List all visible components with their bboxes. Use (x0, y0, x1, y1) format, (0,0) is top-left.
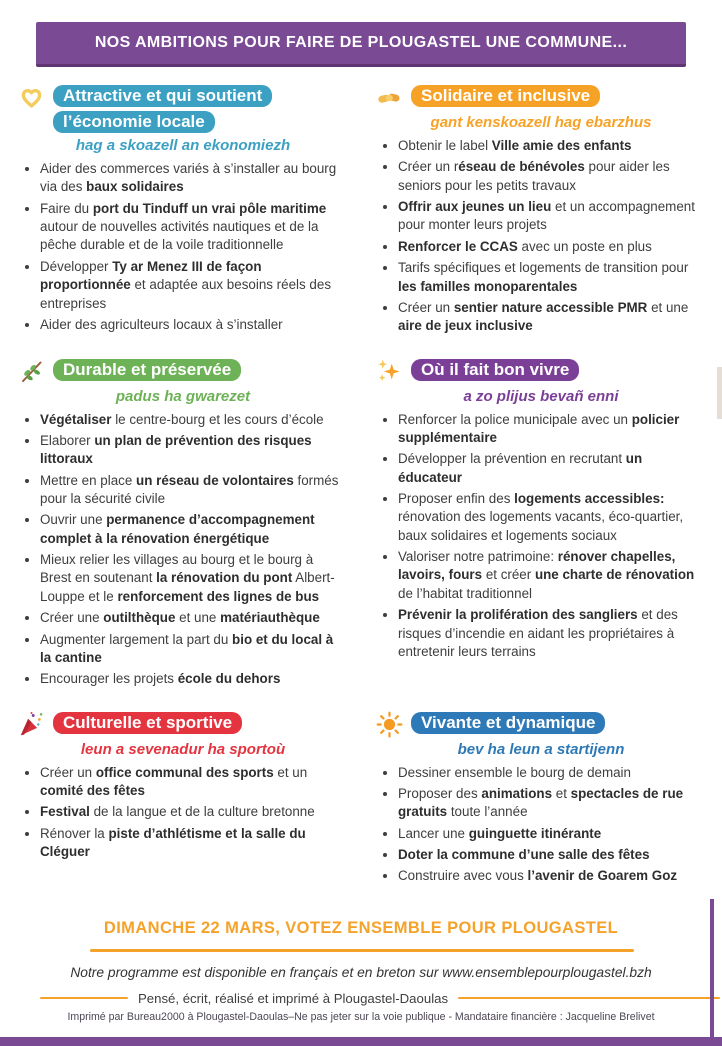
section-durable (18, 357, 348, 692)
bullet-item: • Aider des commerces variés à s’installer au bourg via des baux solidaires (40, 160, 348, 197)
section-subtitle-breton: leun a sevenadur ha sportoù (80, 740, 286, 758)
bullet-item: • Lancer une guinguette itinérante (398, 825, 706, 843)
bullet-item: • Offrir aux jeunes un lieu et un accompagnement pour monter leurs projets (398, 198, 706, 235)
orange-line-right (458, 997, 720, 999)
section-subtitle-breton: hag a skoazell an ekonomiezh (75, 137, 291, 154)
next-page-edge (710, 899, 714, 1037)
bullet-item: • Doter la commune d’une salle des fêtes (398, 846, 706, 864)
section-header (376, 357, 706, 385)
bullet-list (376, 137, 706, 336)
section-header (376, 83, 706, 111)
bullet-item: • Ouvrir une permanence d’accompagnement complet à la rénovation énergétique (40, 511, 348, 548)
bullet-item: • Végétaliser le centre-bourg et les cours d’école (40, 411, 348, 429)
section-subtitle-breton: gant kenskoazell hag ebarzhus (430, 114, 652, 131)
bullet-item: • Développer la prévention en recrutant un éducateur (398, 450, 706, 487)
bullet-item: • Faire du port du Tinduff un vrai pôle maritime autour de nouvelles activités nautiques et de la pêche durable et de la voile traditionnelle (40, 200, 348, 255)
bullet-item: • Dessiner ensemble le bourg de demain (398, 764, 706, 782)
bullet-item: • Renforcer le CCAS avec un poste en plus (398, 238, 706, 256)
bottom-purple-bar (0, 1037, 722, 1046)
section-header (18, 83, 348, 134)
bullet-item: • Tarifs spécifiques et logements de transition pour les familles monoparentales (398, 259, 706, 296)
section-attractive (18, 83, 348, 339)
bullet-item: • Valoriser notre patrimoine: rénover chapelles, lavoirs, fours et créer une charte de rénovation de l’habitat traditionnel (398, 548, 706, 603)
leaf-branch-icon (18, 358, 45, 385)
vote-call-to-action: DIMANCHE 22 MARS, VOTEZ ENSEMBLE POUR PLOUGASTEL (103, 918, 619, 937)
bullet-list (376, 411, 706, 662)
section-culturelle (18, 710, 348, 889)
sun-icon (376, 711, 403, 738)
bullet-item: • Proposer enfin des logements accessibles: rénovation des logements vacants, éco-quartier, baux solidaires et logements sociaux (398, 490, 706, 545)
bullet-item: • Rénover la piste d’athlétisme et la salle du Cléguer (40, 825, 348, 862)
bullet-item: • Construire avec vous l’avenir de Goarem Goz (398, 867, 706, 885)
section-subtitle-breton: a zo plijus bevañ enni (463, 387, 619, 405)
bullet-item: • Mettre en place un réseau de volontaires formés pour la sécurité civile (40, 472, 348, 509)
bullet-item: • Créer une outilthèque et une matériauthèque (40, 609, 348, 627)
section-header (376, 710, 706, 738)
handshake-icon (376, 84, 403, 111)
bullet-item: • Aider des agriculteurs locaux à s’installer (40, 316, 348, 334)
heart-hands-icon (18, 84, 45, 111)
section-title: Où il fait bon vivre (411, 359, 579, 381)
page-edge-artifact (717, 367, 722, 419)
page-title-banner: NOS AMBITIONS POUR FAIRE DE PLOUGASTEL UNE COMMUNE... (36, 22, 686, 67)
bullet-item: • Créer un sentier nature accessible PMR et une aire de jeux inclusive (398, 299, 706, 336)
section-header (18, 357, 348, 385)
bullet-item: • Mieux relier les villages au bourg et le bourg à Brest en soutenant la rénovation du pont Albert-Louppe et le renforcement des lignes de bus (40, 551, 348, 606)
section-title: Durable et préservée (53, 359, 241, 381)
bullet-item: • Encourager les projets école du dehors (40, 670, 348, 688)
section-title: Vivante et dynamique (411, 712, 605, 734)
made-in-text: Pensé, écrit, réalisé et imprimé à Plougastel-Daoulas (138, 990, 449, 1006)
section-solidaire (376, 83, 706, 339)
bullet-item: • Augmenter largement la part du bio et du local à la cantine (40, 631, 348, 668)
section-subtitle-breton: padus ha gwarezet (115, 387, 251, 405)
bullet-item: • Festival de la langue et de la culture bretonne (40, 803, 348, 821)
section-title: Attractive et qui soutient l’économie locale (53, 85, 272, 133)
bullet-list (18, 764, 348, 862)
bullet-item: • Renforcer la police municipale avec un policier supplémentaire (398, 411, 706, 448)
bullet-list (376, 764, 706, 886)
section-subtitle-breton: bev ha leun a startijenn (457, 740, 625, 758)
party-popper-icon (18, 711, 45, 738)
sections-grid (0, 67, 722, 889)
made-in-row (0, 991, 722, 1006)
bullet-list (18, 160, 348, 334)
sparkles-icon (376, 358, 403, 385)
bullet-item: • Prévenir la prolifération des sangliers et des risques d’incendie en aidant les propriétaires à entretenir leurs terrains (398, 606, 706, 661)
bullet-item: • Créer un réseau de bénévoles pour aider les seniors pour les petits travaux (398, 158, 706, 195)
section-title: Culturelle et sportive (53, 712, 242, 734)
legal-mentions: Imprimé par Bureau2000 à Plougastel-Daoulas–Ne pas jeter sur la voie publique - Mandataire financière : Jacqueline Brelivet (67, 1010, 655, 1023)
section-bon-vivre (376, 357, 706, 692)
orange-line-left (40, 997, 128, 999)
bullet-item: • Créer un office communal des sports et un comité des fêtes (40, 764, 348, 801)
bullet-item: • Proposer des animations et spectacles de rue gratuits toute l’année (398, 785, 706, 822)
orange-divider (90, 949, 634, 952)
bullet-item: • Obtenir le label Ville amie des enfants (398, 137, 706, 155)
section-title: Solidaire et inclusive (411, 85, 600, 107)
bullet-item: • Développer Ty ar Menez III de façon proportionnée et adaptée aux besoins réels des entreprises (40, 258, 348, 313)
section-header (18, 710, 348, 738)
section-vivante (376, 710, 706, 889)
footer (0, 919, 722, 1023)
bullet-list (18, 411, 348, 689)
program-availability-text: Notre programme est disponible en français et en breton sur www.ensemblepourplougastel.bzh (70, 964, 652, 980)
bullet-item: • Elaborer un plan de prévention des risques littoraux (40, 432, 348, 469)
